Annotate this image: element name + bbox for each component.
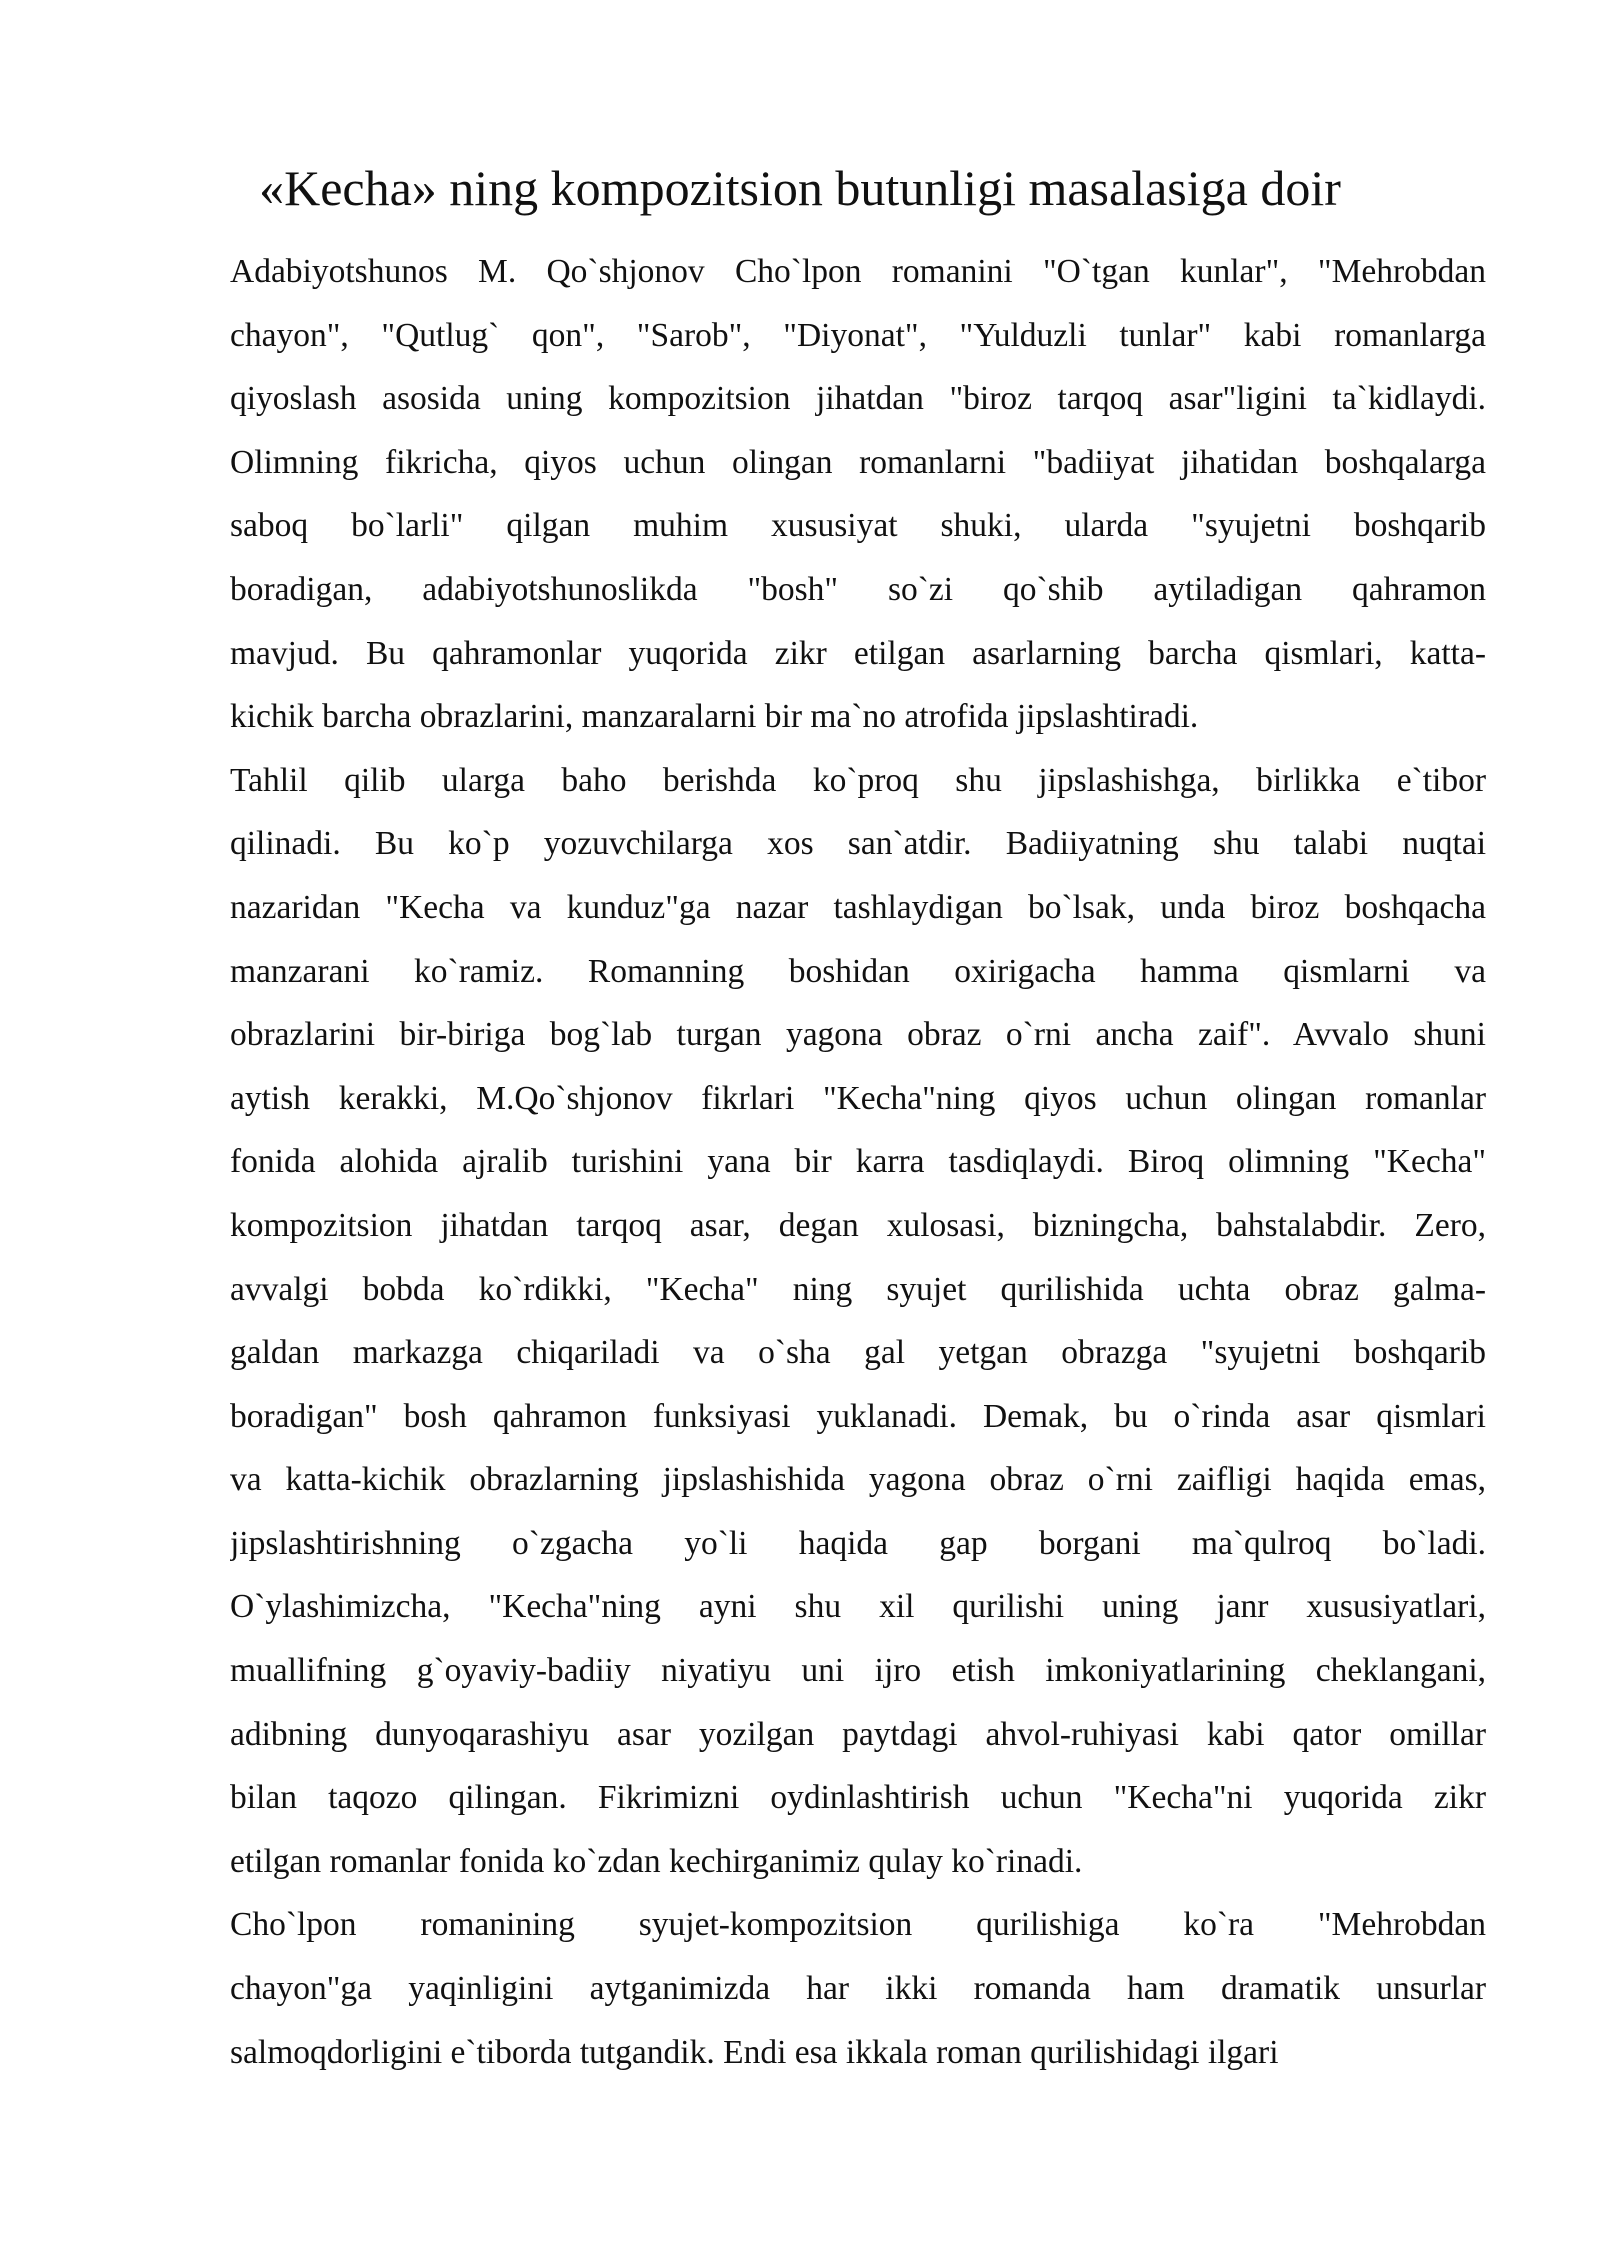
text-line: Olimning fikricha, qiyos uchun olingan romanlarni "badiiyat jihatidan boshqalarga <box>230 443 1486 481</box>
text-line: qiyoslash asosida uning kompozitsion jihatdan "biroz tarqoq asar"ligini ta`kidlaydi. <box>230 380 1486 418</box>
text-line: manzarani ko`ramiz. Romanning boshidan oxirigacha hamma qismlarni va <box>230 952 1486 990</box>
text-line: galdan markazga chiqariladi va o`sha gal yetgan obrazga "syujetni boshqarib <box>230 1334 1486 1372</box>
text-line: qilinadi. Bu ko`p yozuvchilarga xos san`atdir. Badiiyatning shu talabi nuqtai <box>230 825 1486 863</box>
text-line: muallifning g`oyaviy-badiiy niyatiyu uni ijro etish imkoniyatlarining cheklangani, <box>230 1652 1486 1690</box>
text-line: fonida alohida ajralib turishini yana bir karra tasdiqlaydi. Biroq olimning "Kecha" <box>230 1143 1486 1181</box>
text-line: bilan taqozo qilingan. Fikrimizni oydinlashtirish uchun "Kecha"ni yuqorida zikr <box>230 1779 1486 1817</box>
text-line: mavjud. Bu qahramonlar yuqorida zikr etilgan asarlarning barcha qismlari, katta- <box>230 634 1486 672</box>
paragraph <box>230 240 1486 749</box>
text-line: Cho`lpon romanining syujet-kompozitsion qurilishiga ko`ra "Mehrobdan <box>230 1906 1486 1944</box>
paragraph <box>230 749 1486 1894</box>
text-line: va katta-kichik obrazlarning jipslashishida yagona obraz o`rni zaifligi haqida emas, <box>230 1461 1486 1499</box>
text-line: boradigan" bosh qahramon funksiyasi yuklanadi. Demak, bu o`rinda asar qismlari <box>230 1397 1486 1435</box>
text-line: kichik barcha obrazlarini, manzaralarni bir ma`no atrofida jipslashtiradi. <box>230 698 1199 736</box>
text-line: chayon"ga yaqinligini aytganimizda har ikki romanda ham dramatik unsurlar <box>230 1970 1486 2008</box>
text-line: O`ylashimizcha, "Kecha"ning ayni shu xil qurilishi uning janr xususiyatlari, <box>230 1588 1486 1626</box>
text-line: adibning dunyoqarashiyu asar yozilgan paytdagi ahvol-ruhiyasi kabi qator omillar <box>230 1715 1486 1753</box>
text-line: boradigan, adabiyotshunoslikda "bosh" so`zi qo`shib aytiladigan qahramon <box>230 570 1486 608</box>
text-line: Adabiyotshunos M. Qo`shjonov Cho`lpon romanini "O`tgan kunlar", "Mehrobdan <box>230 253 1486 290</box>
text-line: saboq bo`larli" qilgan muhim xususiyat shuki, ularda "syujetni boshqarib <box>230 507 1486 545</box>
text-line: salmoqdorligini e`tiborda tutgandik. Endi esa ikkala roman qurilishidagi ilgari <box>230 2033 1279 2071</box>
text-line: nazaridan "Kecha va kunduz"ga nazar tashlaydigan bo`lsak, unda biroz boshqacha <box>230 888 1486 926</box>
text-line: obrazlarini bir-biriga bog`lab turgan yagona obraz o`rni ancha zaif". Avvalo shuni <box>230 1016 1486 1054</box>
text-line: jipslashtirishning o`zgacha yo`li haqida gap borgani ma`qulroq bo`ladi. <box>230 1524 1486 1562</box>
text-line: etilgan romanlar fonida ko`zdan kechirganimiz qulay ko`rinadi. <box>230 1842 1083 1880</box>
text-line: avvalgi bobda ko`rdikki, "Kecha" ning syujet qurilishida uchta obraz galma- <box>230 1270 1486 1308</box>
text-line: kompozitsion jihatdan tarqoq asar, degan xulosasi, bizningcha, bahstalabdir. Zero, <box>230 1206 1486 1244</box>
document-body <box>230 240 1486 2084</box>
text-line: aytish kerakki, M.Qo`shjonov fikrlari "Kecha"ning qiyos uchun olingan romanlar <box>230 1079 1486 1117</box>
text-line: chayon", "Qutlug` qon", "Sarob", "Diyonat", "Yulduzli tunlar" kabi romanlarga <box>230 316 1486 354</box>
document-title: «Kecha» ning kompozitsion butunligi masalasiga doir <box>259 160 1341 216</box>
text-line: Tahlil qilib ularga baho berishda ko`proq shu jipslashishga, birlikka e`tibor <box>230 761 1486 799</box>
paragraph <box>230 1893 1486 2084</box>
